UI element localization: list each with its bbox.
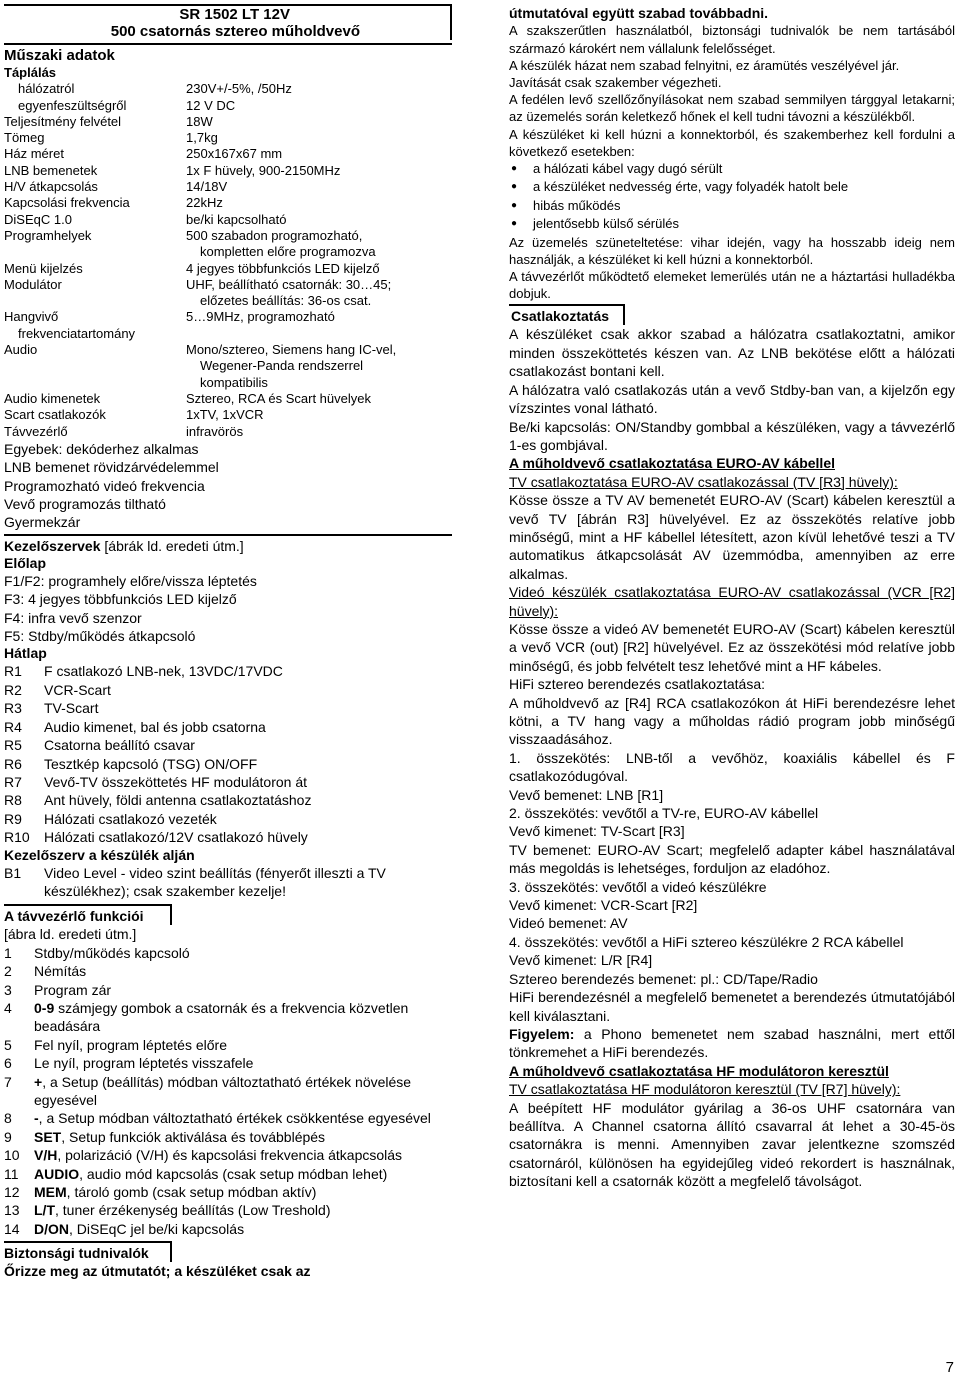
bullet-text: a készüléket nedvesség érte, vagy folyadék hatolt bele [533, 179, 849, 195]
spec-value [186, 342, 452, 391]
back-item-number: R9 [4, 810, 22, 827]
remote-item-number: 5 [4, 1036, 12, 1053]
remote-item-text [34, 1109, 452, 1127]
remote-item-number: 2 [4, 963, 12, 980]
back-item [4, 755, 452, 773]
remote-item-key: - [34, 1110, 39, 1127]
remote-item-number: 13 [4, 1202, 20, 1219]
front-item: F1/F2: programhely előre/vissza léptetés [4, 572, 257, 589]
bullet-text: jelentősebb külső sérülés [533, 216, 679, 232]
remote-item-key: MEM [34, 1184, 67, 1201]
spec-value-cont: előzetes beállítás: 36-os csat. [200, 293, 372, 309]
remote-item [4, 1165, 452, 1183]
paragraph: 1. összekötés: LNB-től a vevőhöz, koaxiális kábellel és F csatlakozódugóval. [509, 749, 955, 785]
back-title: Hátlap [4, 645, 47, 662]
remote-item-desc: , polarizáció (V/H) és kapcsolási frekvencia átkapcsolás [57, 1147, 403, 1164]
spec-value [186, 424, 452, 440]
remote-item [4, 962, 452, 980]
spec-value-line: UHF, beállítható csatornák: 30…45; [186, 276, 392, 292]
remote-item-text [34, 981, 452, 999]
bottom-item-text [44, 864, 452, 901]
remote-item-key: L/T [34, 1202, 55, 1219]
spec-key: Hangvivő [4, 309, 59, 325]
remote-item [4, 1146, 452, 1164]
remote-item-text [34, 1146, 452, 1164]
paragraph: A készülék házat nem szabad felnyitni, ez áramütés veszélyével jár. [509, 57, 900, 73]
paragraph: Videó bemenet: AV [509, 915, 628, 932]
bullet-item [509, 215, 955, 233]
remote-item [4, 1220, 452, 1238]
back-item-desc: Tesztkép kapcsoló (TSG) ON/OFF [44, 755, 258, 772]
paragraph: 4. összekötés: vevőtől a HiFi sztereo készülékre 2 RCA kábellel [509, 933, 904, 950]
paragraph: A szakszerűtlen használatból, biztonsági tudnivalók be nem tartásából származó károkért nem vállalunk felelősséget. [509, 23, 955, 56]
paragraph: Javítását csak szakember végezheti. [509, 75, 722, 91]
remote-item-desc: , tuner érzékenység beállítás (Low Treshold) [55, 1202, 331, 1219]
spec-key: Teljesítmény felvétel [4, 113, 122, 129]
paragraph: 2. összekötés: vevőtől a TV-re, EURO-AV kábellel [509, 805, 819, 822]
bullet-item [509, 197, 955, 215]
back-item-desc: Ant hüvely, földi antenna csatlakoztatáshoz [44, 792, 312, 809]
back-item-text [44, 810, 452, 828]
spec-value-cont: kompletten előre programozva [200, 244, 376, 260]
remote-item-desc: , Setup funkciók aktiválása és továbblépés [61, 1128, 326, 1145]
back-item-number: R7 [4, 773, 22, 790]
remote-item-key: V/H [34, 1147, 58, 1164]
remote-item-text [34, 1054, 452, 1072]
spec-row [4, 407, 452, 423]
paragraph: Kösse össze a videó AV bemenetét EURO-AV (Scart) kábelen keresztül a vevő VCR (out) [R2] hüvelyével. Ez az összekötési mód relatíve jobb minőségű, és jobb felvételt tesz lehetővé mint a HF kábeles. [509, 620, 955, 674]
spec-row [4, 81, 452, 97]
bullet-list [509, 160, 955, 234]
spec-key: LNB bemenetek [4, 162, 98, 178]
remote-item-desc: , a Setup (beállítás) módban változtatható értékek növelése egyesével [34, 1073, 412, 1109]
remote-item-key: SET [34, 1128, 62, 1145]
spec-value-line: Sztereo, RCA és Scart hüvelyek [186, 390, 371, 406]
remote-item [4, 1054, 452, 1072]
spec-row [4, 228, 452, 261]
spec-value-line: infravörös [186, 423, 244, 439]
spec-row [4, 326, 452, 342]
spec-key: hálózatról [18, 81, 75, 97]
paragraph: 3. összekötés: vevőtől a videó készülékre [509, 878, 767, 895]
spec-row [4, 261, 452, 277]
spec-key-cont: frekvenciatartomány [18, 325, 136, 341]
spec-row [4, 98, 452, 114]
warning-label: Figyelem: [509, 1025, 575, 1042]
back-item-desc: VCR-Scart [44, 681, 111, 698]
spec-value [186, 146, 452, 162]
paragraph: Be/ki kapcsolás: ON/Standby gombbal a készüléken, vagy a távvezérlő 1-es gombjával. [509, 418, 955, 453]
spec-value [186, 309, 452, 325]
spec-row [4, 163, 452, 179]
back-item-text [44, 791, 452, 809]
feature-line: Egyebek: dekóderhez alkalmas [4, 440, 199, 457]
paragraph: A készüléket ki kell húzni a konnektorból, és szakemberhez kell fordulni a következő esetekben: [509, 126, 955, 159]
spec-value [186, 130, 452, 146]
back-item-desc: Vevő-TV összeköttetés HF modulátoron át [44, 773, 308, 790]
back-item-number: R8 [4, 792, 22, 809]
paragraph: Sztereo berendezés bemenet: pl.: CD/Tape/Radio [509, 970, 818, 987]
remote-item [4, 1036, 452, 1054]
bullet-item [509, 178, 955, 196]
back-item-desc: TV-Scart [44, 700, 99, 717]
spec-value-line: 12 V DC [186, 97, 236, 113]
remote-item-text [34, 1073, 452, 1110]
back-list [4, 662, 452, 846]
remote-item-desc: , tároló gomb (csak setup módban aktív) [66, 1184, 317, 1201]
spec-key: Ház méret [4, 146, 64, 162]
remote-note: [ábra ld. eredeti útm.] [4, 926, 137, 943]
hf-title: A műholdvevő csatlakoztatása HF modulátoron keresztül [509, 1062, 889, 1079]
remote-item-desc: , audio mód kapcsolás (csak setup módban lehet) [79, 1165, 388, 1182]
spec-value-line: 500 szabadon programozható, [186, 227, 363, 243]
back-item-text [44, 736, 452, 754]
front-title: Előlap [4, 554, 47, 571]
spec-row [4, 424, 452, 440]
remote-item-number: 10 [4, 1147, 20, 1164]
back-item-number: R10 [4, 829, 30, 846]
paragraph: A beépített HF modulátor gyárilag a 36-os UHF csatornára van beállítva. A Channel csatorna állító csavarral át lehet a 30-45-ös csatornákra is menni. Amennyiben zavar jelentkezne szomszéd csatornáról, különösen ha egyidejűleg videó rekordert is használnak, biztosítani kell a csatornák között a megfelelő távolságot. [509, 1099, 955, 1190]
model-subtitle: 500 csatornás sztereo műholdvevő [110, 23, 360, 40]
spec-value-cont: Wegener-Panda rendszerrel [200, 358, 364, 374]
back-item-desc: F csatlakozó LNB-nek, 13VDC/17VDC [44, 663, 283, 680]
bullet-text: hibás működés [533, 197, 621, 213]
remote-item [4, 981, 452, 999]
spec-key: H/V átkapcsolás [4, 179, 98, 195]
spec-row [4, 130, 452, 146]
spec-row [4, 391, 452, 407]
paragraph: A távvezérlőt működtető elemeket lemerülés után ne a háztartási hulladékba dobjuk. [509, 269, 955, 302]
spec-value-line: 22kHz [186, 195, 223, 211]
remote-item-desc: Stdby/működés kapcsoló [34, 944, 190, 961]
bottom-title: Kezelőszerv a készülék alján [4, 846, 195, 863]
back-item-desc: Csatorna beállító csavar [44, 737, 195, 754]
back-item-number: R5 [4, 737, 22, 754]
remote-item-desc: Fel nyíl, program léptetés előre [34, 1036, 227, 1053]
paragraph: A készüléket csak akkor szabad a hálózatra csatlakoztatni, amikor minden összeköttetés készen van. Az LNB bekötése előtt a hálózati csatlakozást bontani kell. [509, 326, 955, 380]
front-item: F5: Stdby/működés átkapcsoló [4, 628, 196, 645]
paragraph: HiFi berendezésnél a megfelelő bemenetet a berendezés útmutatójából kell kiválasztani. [509, 989, 955, 1024]
remote-list [4, 944, 452, 1239]
remote-item-number: 4 [4, 999, 12, 1016]
remote-item-desc: Program zár [34, 981, 112, 998]
back-item-text [44, 828, 452, 846]
connection-title: Csatlakoztatás [509, 304, 625, 325]
bullet-icon: ● [511, 199, 518, 211]
remote-item-number: 14 [4, 1220, 20, 1237]
spec-value [186, 195, 452, 211]
paragraph: A fedélen levő szellőzőnyílásokat nem szabad semmilyen tárggyal letakarni; az üzemelés során keletkező hőnek el kell tudni távozni a készülékből. [509, 92, 955, 125]
spec-value-line: 18W [186, 113, 213, 129]
bottom-item-number: B1 [4, 864, 22, 881]
back-item [4, 736, 452, 754]
spec-row [4, 65, 452, 81]
page-number: 7 [945, 1359, 954, 1376]
remote-item-number: 7 [4, 1073, 12, 1090]
spec-key: Menü kijelzés [4, 260, 83, 276]
spec-key: Scart csatlakozók [4, 407, 106, 423]
paragraph: Vevő bemenet: LNB [R1] [509, 786, 664, 803]
left-column [4, 0, 452, 1281]
spec-value-line: 14/18V [186, 179, 228, 195]
remote-item-desc: számjegy gombok a csatornák és a frekvencia közvetlen beadására [34, 999, 409, 1035]
spec-value-cont: kompatibilis [200, 374, 268, 390]
spec-value [186, 212, 452, 228]
spec-value [186, 261, 452, 277]
tv-subtitle: TV csatlakoztatása EURO-AV csatlakozással (TV [R3] hüvely): [509, 473, 898, 490]
spec-row [4, 212, 452, 228]
remote-item [4, 1109, 452, 1127]
bullet-icon: ● [511, 163, 518, 175]
controls-title [4, 534, 452, 555]
remote-item-text [34, 1165, 452, 1183]
spec-key: Audio kimenetek [4, 390, 101, 406]
paragraph: A műholdvevő az [R4] RCA csatlakozókon át HiFi berendezésre lehet kötni, a TV hang vagy a műholdas rádió program jobb minőségű visszaadásához. [509, 694, 955, 748]
front-item: F4: infra vevő szenzor [4, 609, 142, 626]
controls-title-note: [ábrák ld. eredeti útm.] [100, 537, 244, 554]
spec-value [186, 391, 452, 407]
safety-title: Biztonsági tudnivalók [4, 1241, 172, 1262]
remote-item-text [34, 944, 452, 962]
remote-item [4, 1128, 452, 1146]
remote-item [4, 944, 452, 962]
spec-key: Audio [4, 342, 38, 358]
hifi-subtitle: HiFi sztereo berendezés csatlakoztatása: [509, 676, 766, 693]
remote-item-text [34, 1220, 452, 1238]
feature-line: Programozható videó frekvencia [4, 477, 205, 494]
remote-item-number: 3 [4, 981, 12, 998]
remote-item-text [34, 1036, 452, 1054]
bottom-list [4, 864, 452, 901]
spec-key: DiSEqC 1.0 [4, 211, 72, 227]
warning [509, 1025, 955, 1062]
bullet-icon: ● [511, 181, 518, 193]
remote-item-number: 6 [4, 1055, 12, 1072]
remote-item [4, 999, 452, 1036]
spec-value-line: 1xTV, 1xVCR [186, 407, 264, 423]
bullet-icon: ● [511, 218, 518, 230]
spec-value-line: Mono/sztereo, Siemens hang IC-vel, [186, 342, 397, 358]
specs-table [4, 65, 452, 440]
feature-line: Vevő programozás tiltható [4, 496, 166, 513]
front-item: F3: 4 jegyes többfunkciós LED kijelző [4, 591, 237, 608]
remote-item-desc: Némítás [34, 963, 87, 980]
spec-value [186, 114, 452, 130]
remote-item-text [34, 1183, 452, 1201]
remote-item-text [34, 1128, 452, 1146]
back-item-number: R6 [4, 755, 22, 772]
spec-key: Modulátor [4, 276, 62, 292]
spec-value [186, 98, 452, 114]
paragraph: Az üzemelés szüneteltetése: vihar idején, vagy ha hosszabb ideig nem használják, a készüléket ki kell húzni a konnektorból. [509, 234, 955, 267]
back-item-text [44, 662, 452, 680]
back-item [4, 810, 452, 828]
spec-row [4, 195, 452, 211]
feature-line: LNB bemenet rövidzárvédelemmel [4, 459, 219, 476]
back-item-text [44, 755, 452, 773]
back-item [4, 828, 452, 846]
back-item-desc: Hálózati csatlakozó vezeték [44, 810, 217, 827]
back-item-desc: Audio kimenet, bal és jobb csatorna [44, 718, 266, 735]
remote-item-desc: Le nyíl, program léptetés visszafele [34, 1055, 254, 1072]
spec-row [4, 114, 452, 130]
spec-key: Kapcsolási frekvencia [4, 195, 130, 211]
spec-key: egyenfeszültségről [18, 97, 127, 113]
right-column [509, 0, 955, 1191]
hf-subtitle: TV csatlakoztatása HF modulátoron keresztül (TV [R7] hüvely): [509, 1081, 901, 1098]
remote-item-number: 9 [4, 1128, 12, 1145]
spec-value [186, 65, 452, 81]
remote-item-number: 12 [4, 1184, 20, 1201]
feature-line: Gyermekzár [4, 514, 81, 531]
paragraph: Vevő kimenet: VCR-Scart [R2] [509, 897, 698, 914]
back-item-text [44, 699, 452, 717]
back-item [4, 699, 452, 717]
back-item-text [44, 773, 452, 791]
remote-item-number: 11 [4, 1165, 19, 1182]
warning-text: a Phono bemenetet nem szabad használni, mert ettől tönkremehet a HiFi berendezés. [509, 1025, 955, 1061]
spec-value-line: be/ki kapcsolható [186, 211, 287, 227]
spec-value [186, 81, 452, 97]
back-item [4, 718, 452, 736]
remote-item-number: 1 [4, 944, 12, 961]
spec-value-line: 4 jegyes többfunkciós LED kijelző [186, 260, 380, 276]
spec-value [186, 228, 452, 261]
spec-value [186, 407, 452, 423]
back-item-text [44, 718, 452, 736]
specs-title: Műszaki adatok [4, 43, 452, 65]
spec-value-line: 5…9MHz, programozható [186, 309, 335, 325]
spec-key: Programhelyek [4, 227, 92, 243]
back-item [4, 681, 452, 699]
back-item-number: R4 [4, 718, 22, 735]
remote-item-desc: , DiSEqC jel be/ki kapcsolás [69, 1220, 245, 1237]
remote-item-key: D/ON [34, 1220, 69, 1237]
paragraph: Kösse össze a TV AV bemenetét EURO-AV (Scart) kábelen keresztül a vevő TV [ábrán R3] hüvelyével. Ez az összekötés relatíve jobb minőségű, mint a HF kábellel létesített, azon kívül lehetővé teszi a TV automatikus átkapcsolását AV üzemmódba, amennyiben az erre alkalmas. [509, 492, 955, 582]
back-item-desc: Hálózati csatlakozó/12V csatlakozó hüvely [44, 829, 308, 846]
bottom-item-desc: Video Level - video szint beállítás (fényerőt illeszti a TV készülékhez); csak szakember kezelje! [44, 864, 386, 899]
spec-row [4, 146, 452, 162]
remote-item-key: 0-9 [34, 999, 55, 1016]
safety-cont: útmutatóval együtt szabad továbbadni. [509, 5, 769, 21]
back-item-text [44, 681, 452, 699]
spec-row [4, 277, 452, 310]
remote-item [4, 1201, 452, 1219]
controls-title-bold: Kezelőszervek [4, 537, 101, 554]
paragraph: A hálózatra való csatlakozás után a vevő Stdby-ban van, a kijelzőn egy vízszintes vonal látható. [509, 381, 955, 417]
back-item-number: R3 [4, 700, 22, 717]
model-title: SR 1502 LT 12V [179, 6, 290, 23]
paragraph: Vevő kimenet: TV-Scart [R3] [509, 823, 685, 840]
remote-item [4, 1073, 452, 1110]
bullet-text: a hálózati kábel vagy dugó sérült [533, 161, 723, 177]
back-item [4, 773, 452, 791]
spec-key: Táplálás [4, 65, 57, 80]
spec-value [186, 179, 452, 195]
spec-value-line: 250x167x67 mm [186, 146, 283, 162]
safety-lead: Őrizze meg az útmutatót; a készüléket csak az [4, 1263, 311, 1280]
front-list [4, 572, 452, 646]
remote-item-text [34, 962, 452, 980]
euro-av-title: A műholdvevő csatlakoztatása EURO-AV kábellel [509, 455, 835, 472]
other-features [4, 440, 452, 532]
remote-title: A távvezérlő funkciói [4, 904, 172, 925]
remote-item-key: AUDIO [34, 1165, 80, 1182]
vcr-subtitle: Videó készülék csatlakoztatása EURO-AV csatlakozással (VCR [R2] hüvely): [509, 584, 955, 619]
spec-key: Távvezérlő [4, 423, 68, 439]
remote-item [4, 1183, 452, 1201]
bullet-item [509, 160, 955, 178]
back-item [4, 662, 452, 680]
remote-item-key: + [34, 1073, 43, 1090]
spec-value-line: 1,7kg [186, 130, 218, 146]
header-box [4, 4, 452, 40]
spec-value [186, 277, 452, 310]
remote-item-text [34, 999, 452, 1036]
back-item-number: R1 [4, 663, 22, 680]
paragraph: Vevő kimenet: L/R [R4] [509, 952, 653, 969]
spec-value-line: 230V+/-5%, /50Hz [186, 81, 292, 97]
remote-item-text [34, 1201, 452, 1219]
spec-value [186, 163, 452, 179]
spec-row [4, 179, 452, 195]
spec-value-line: 1x F hüvely, 900-2150MHz [186, 162, 341, 178]
remote-item-number: 8 [4, 1110, 12, 1127]
bottom-item [4, 864, 452, 901]
spec-row [4, 342, 452, 391]
back-item [4, 791, 452, 809]
spec-row [4, 309, 452, 325]
back-item-number: R2 [4, 681, 22, 698]
spec-key: Tömeg [4, 130, 45, 146]
paragraph: TV bemenet: EURO-AV Scart; megfelelő adapter kábel használatával más megoldás is lehetséges, forduljon az eladóhoz. [509, 841, 955, 877]
remote-item-desc: , a Setup módban változtatható értékek csökkentése egyesével [38, 1110, 431, 1127]
